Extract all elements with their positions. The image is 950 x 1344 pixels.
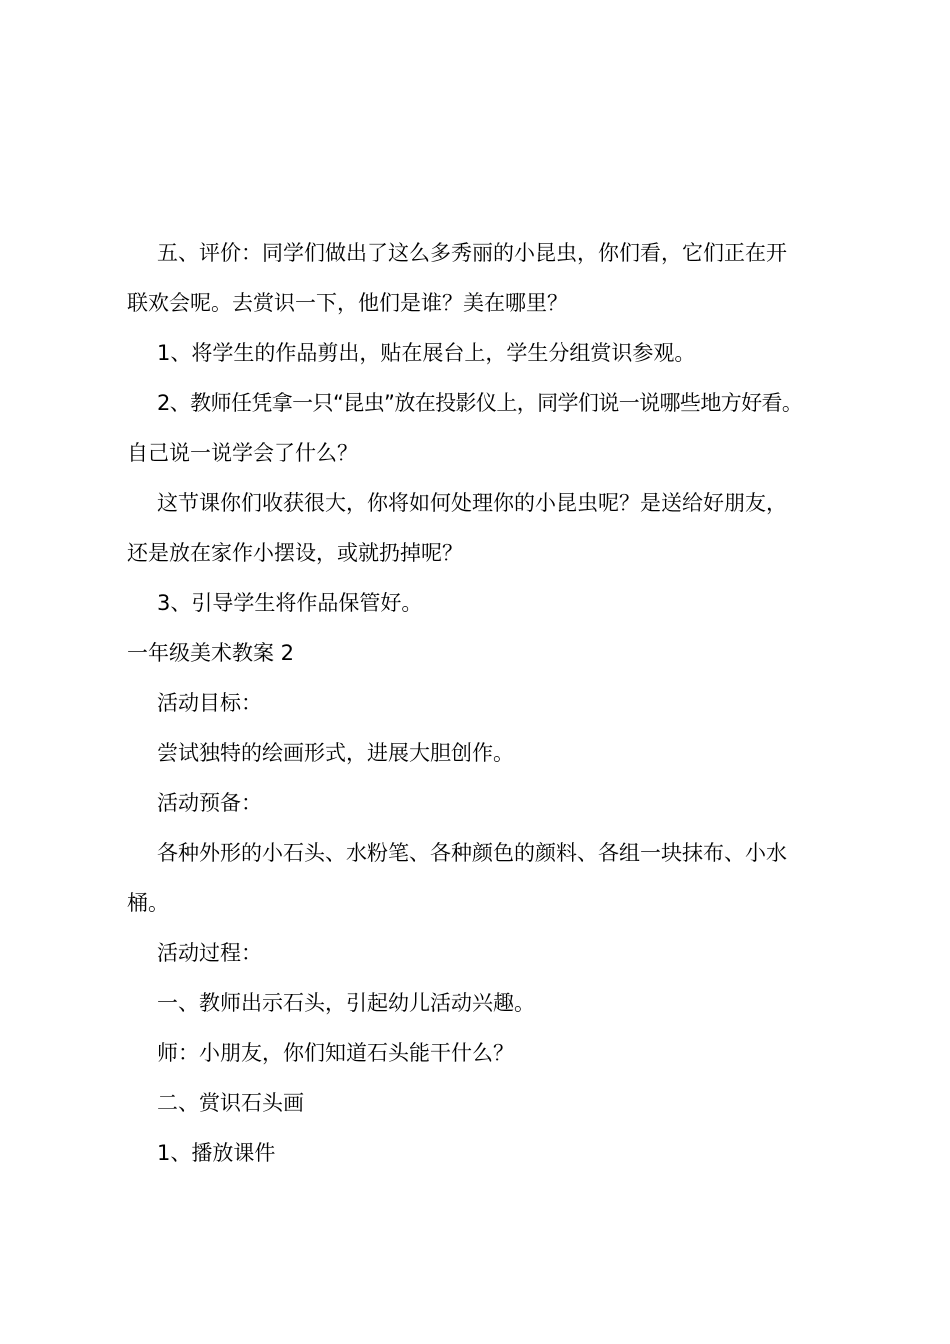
teacher-question: 师：小朋友，你们知道石头能干什么？ bbox=[157, 1041, 514, 1065]
step-2-line-1: 2、教师任凭拿一只“昆虫”放在投影仪上，同学们说一说哪些地方好看。 bbox=[157, 391, 803, 415]
step-1-line: 1、将学生的作品剪出，贴在展台上，学生分组赏识参观。 bbox=[157, 341, 696, 365]
paragraph-harvest-line-2: 还是放在家作小摆设，或就扔掉呢？ bbox=[127, 541, 463, 565]
activity-prep-text-line-1: 各种外形的小石头、水粉笔、各种颜色的颜料、各组一块抹布、小水 bbox=[157, 841, 787, 865]
paragraph-harvest-line-1: 这节课你们收获很大，你将如何处理你的小昆虫呢？是送给好朋友， bbox=[157, 491, 787, 515]
document-body bbox=[127, 228, 833, 1178]
process-substep-1: 1、播放课件 bbox=[157, 1141, 276, 1165]
process-step-1: 一、教师出示石头，引起幼儿活动兴趣。 bbox=[157, 991, 535, 1015]
activity-goal-label: 活动目标： bbox=[157, 691, 262, 715]
paragraph-evaluation-line-2: 联欢会呢。去赏识一下，他们是谁？美在哪里？ bbox=[127, 291, 568, 315]
activity-process-label: 活动过程： bbox=[157, 941, 262, 965]
activity-prep-label: 活动预备： bbox=[157, 791, 262, 815]
activity-prep-text-line-2: 桶。 bbox=[127, 891, 169, 915]
lesson-plan-heading: 一年级美术教案 2 bbox=[127, 641, 295, 665]
step-3-line: 3、引导学生将作品保管好。 bbox=[157, 591, 423, 615]
step-2-line-2: 自己说一说学会了什么？ bbox=[127, 441, 358, 465]
paragraph-evaluation-line-1: 五、评价：同学们做出了这么多秀丽的小昆虫，你们看，它们正在开 bbox=[157, 241, 787, 265]
process-step-2: 二、赏识石头画 bbox=[157, 1091, 304, 1115]
activity-goal-text: 尝试独特的绘画形式，进展大胆创作。 bbox=[157, 741, 514, 765]
